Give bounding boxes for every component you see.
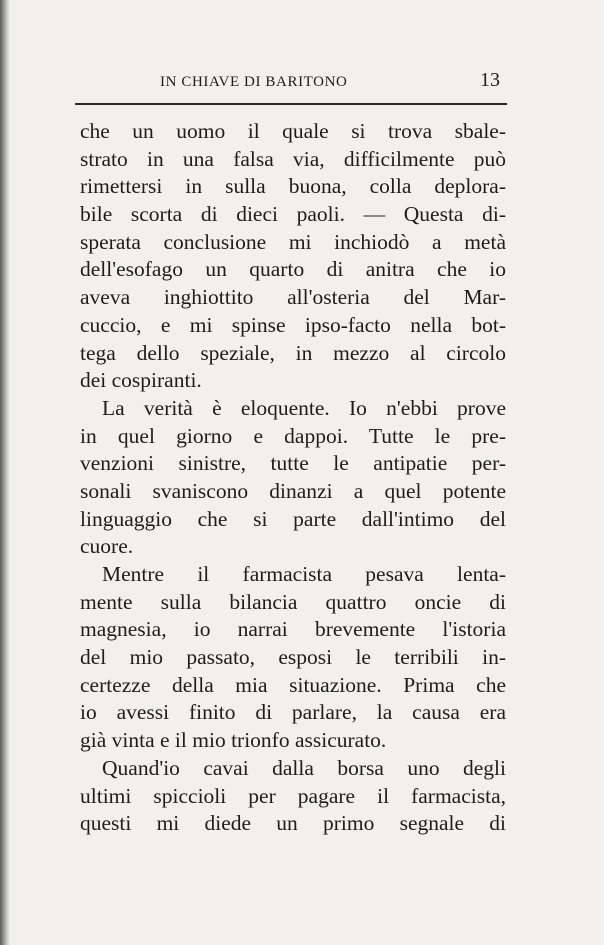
text-line: aveva inghiottito all'osteria del Mar- (80, 285, 506, 310)
text-line: magnesia, io narrai brevemente l'istoria (80, 617, 506, 642)
text-line: del mio passato, esposi le terribili in- (80, 645, 506, 670)
text-line: La verità è eloquente. Io n'ebbi prove (102, 395, 506, 420)
text-line: dell'esofago un quarto di anitra che io (80, 257, 506, 282)
body-text (80, 118, 506, 838)
running-title: IN CHIAVE DI BARITONO (160, 74, 348, 90)
text-line: sperata conclusione mi inchiodò a metà (80, 229, 506, 254)
text-line: questi mi diede un primo segnale di (80, 811, 506, 836)
text-line: cuccio, e mi spinse ipso-facto nella bot- (80, 312, 506, 337)
text-line: già vinta e il mio trionfo assicurato. (80, 728, 387, 753)
text-line: che un uomo il quale si trova sbale- (80, 119, 506, 143)
page-header (150, 64, 500, 94)
text-line: Quand'io cavai dalla borsa uno degli (102, 755, 506, 780)
text-line: in quel giorno e dappoi. Tutte le pre- (80, 423, 506, 448)
text-line: ultimi spiccioli per pagare il farmacista, (80, 783, 506, 808)
text-line: rimettersi in sulla buona, colla deplora- (80, 174, 506, 199)
text-line: cuore. (80, 534, 134, 559)
text-line: certezze della mia situazione. Prima che (80, 672, 506, 697)
page-number: 13 (480, 69, 500, 91)
header-rule (75, 103, 507, 105)
text-line: sonali svaniscono dinanzi a quel potente (80, 478, 506, 503)
text-line: tega dello speziale, in mezzo al circolo (80, 340, 506, 365)
text-line: linguaggio che si parte dall'intimo del (80, 506, 506, 531)
text-line: mente sulla bilancia quattro oncie di (80, 589, 506, 614)
text-line: bile scorta di dieci paoli. — Questa di- (80, 202, 506, 227)
text-line: venzioni sinistre, tutte le antipatie per- (80, 451, 506, 476)
text-line: Mentre il farmacista pesava lenta- (102, 562, 506, 586)
binding-edge (0, 0, 10, 945)
text-line: io avessi finito di parlare, la causa era (80, 700, 506, 725)
text-line: strato in una falsa via, difficilmente può (80, 146, 506, 171)
text-line: dei cospiranti. (80, 368, 202, 393)
